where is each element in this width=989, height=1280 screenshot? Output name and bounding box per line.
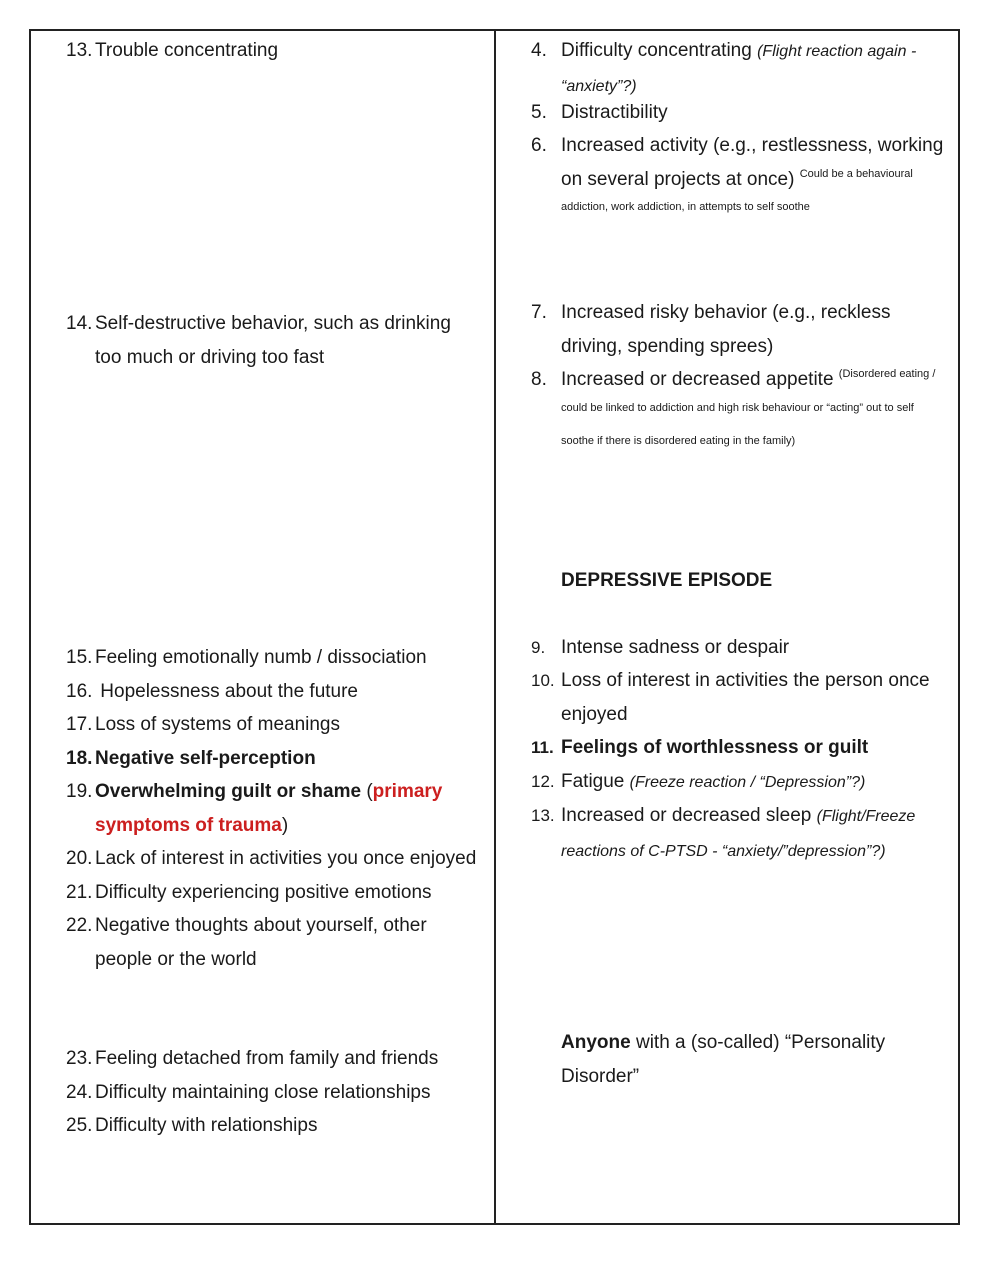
note-text: could be linked to addiction and high risk behaviour or “acting” out to self (561, 402, 914, 414)
closing-paragraph: Anyone with a (so-called) “Personality Disorder” (561, 1032, 886, 1087)
note-text: soothe if there is disordered eating in the family) (561, 435, 796, 447)
section-heading: DEPRESSIVE EPISODE (561, 570, 773, 591)
note-text: addiction, work addiction, in attempts to self soothe (561, 201, 810, 213)
